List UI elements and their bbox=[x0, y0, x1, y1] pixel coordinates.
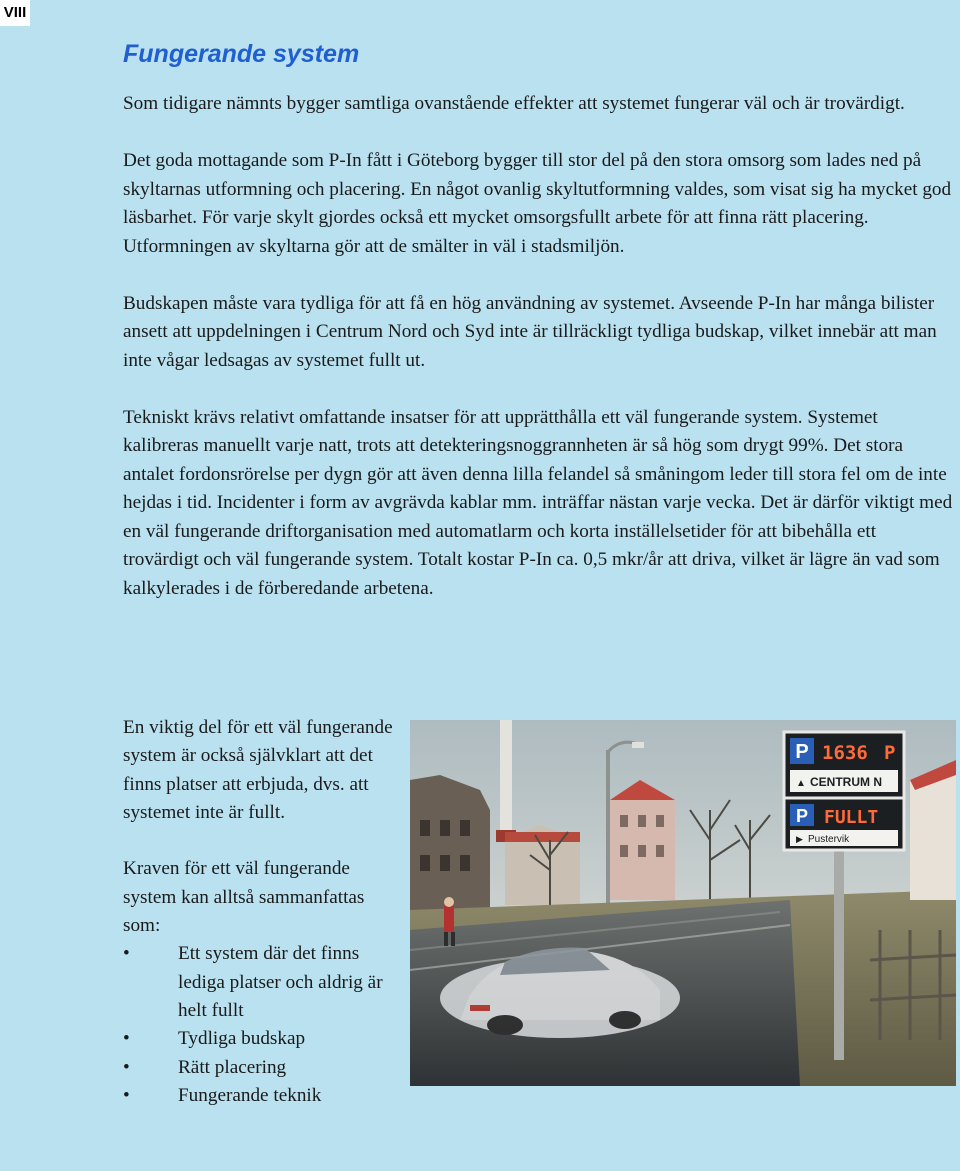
list-item bbox=[123, 1025, 398, 1053]
list-item-text: Rätt placering bbox=[178, 1056, 287, 1078]
led-status: FULLT bbox=[824, 807, 879, 828]
led-counter: 1636 bbox=[822, 742, 868, 764]
paragraph-signage: Det goda mottagande som P-In fått i Göteborg bygger till stor del på den stora omsorg som lades ned på skyltarnas utformning och placering. En något ovanlig skyltutformning valdes, som visat sig ha mycket god läsbarhet. För varje skylt gjordes också ett mycket omsorgsfullt arbete för att finna rätt placering. Utformningen av skyltarna gör att de smälter in väl i stadsmiljön. bbox=[123, 150, 952, 257]
bullet-icon: • bbox=[123, 1056, 130, 1078]
sign-destination-top: CENTRUM N bbox=[810, 775, 882, 789]
parking-sign-bottom bbox=[784, 798, 904, 850]
requirements-list bbox=[123, 940, 398, 1110]
main-text bbox=[123, 90, 955, 632]
list-item bbox=[123, 1082, 398, 1110]
chimney bbox=[500, 720, 512, 840]
street-photo bbox=[410, 720, 956, 1086]
side-column bbox=[123, 714, 398, 1110]
arrow-up-icon: ▲ bbox=[796, 778, 806, 789]
parking-sign-top bbox=[784, 732, 904, 798]
left-building bbox=[410, 775, 490, 910]
side-paragraph-availability: En viktig del för ett väl fungerande system är också självklart att det finns platser att erbjuda, dvs. att systemet inte är fullt. bbox=[123, 717, 393, 823]
street-scene-illustration bbox=[410, 720, 956, 1086]
side-paragraph-requirements: Kraven för ett väl fungerande system kan alltså sammanfattas som: bbox=[123, 858, 365, 937]
section-heading: Fungerande system bbox=[123, 40, 360, 68]
list-item bbox=[123, 1054, 398, 1082]
sign-destination-bottom: Pustervik bbox=[808, 834, 850, 845]
list-item-text: Tydliga budskap bbox=[178, 1028, 306, 1050]
paragraph-intro: Som tidigare nämnts bygger samtliga ovanstående effekter att systemet fungerar väl och är trovärdigt. bbox=[123, 93, 905, 114]
list-item-text: Fungerande teknik bbox=[178, 1084, 322, 1106]
paragraph-technology: Tekniskt krävs relativt omfattande insatser för att upprätthålla ett väl fungerande system. Systemet kalibreras manuellt varje natt, trots att detekteringsnoggrannheten är så hög som drygt 99%. Det stora antalet fordonsrörelse per dygn gör att även denna lilla felandel så småningom leder till stora fel om de inte hejdas i tid. Incidenter i form av avgrävda kablar mm. inträffar nästan varje vecka. Det är därför viktigt med en väl fungerande driftorganisation med automatlarm och korta inställelsetider för att bibehålla ett trovärdigt och väl fungerande system. Totalt kostar P-In ca. 0,5 mkr/år att driva, vilket är lägre än vad som kalkylerades i de förberedande arbetena. bbox=[123, 406, 953, 599]
bullet-icon: • bbox=[123, 1084, 130, 1106]
paragraph-messages: Budskapen måste vara tydliga för att få en hög användning av systemet. Avseende P-In har många bilister ansett att uppdelningen i Centrum Nord och Syd inte är tillräckligt tydliga budskap, vilket innebär att man inte vågar ledsagas av systemet fullt ut. bbox=[123, 292, 937, 371]
list-item bbox=[123, 940, 398, 1025]
sign-post bbox=[834, 840, 844, 1060]
parking-letter-bottom: P bbox=[795, 806, 809, 826]
list-item-text: Ett system där det finns lediga platser och aldrig är helt fullt bbox=[178, 943, 383, 1021]
led-suffix: P bbox=[884, 742, 896, 764]
arrow-right-icon: ▶ bbox=[796, 834, 803, 844]
page-number: VIII bbox=[0, 0, 30, 26]
parking-letter-top: P bbox=[795, 741, 809, 763]
bullet-icon: • bbox=[123, 1028, 130, 1050]
bullet-icon: • bbox=[123, 943, 130, 965]
